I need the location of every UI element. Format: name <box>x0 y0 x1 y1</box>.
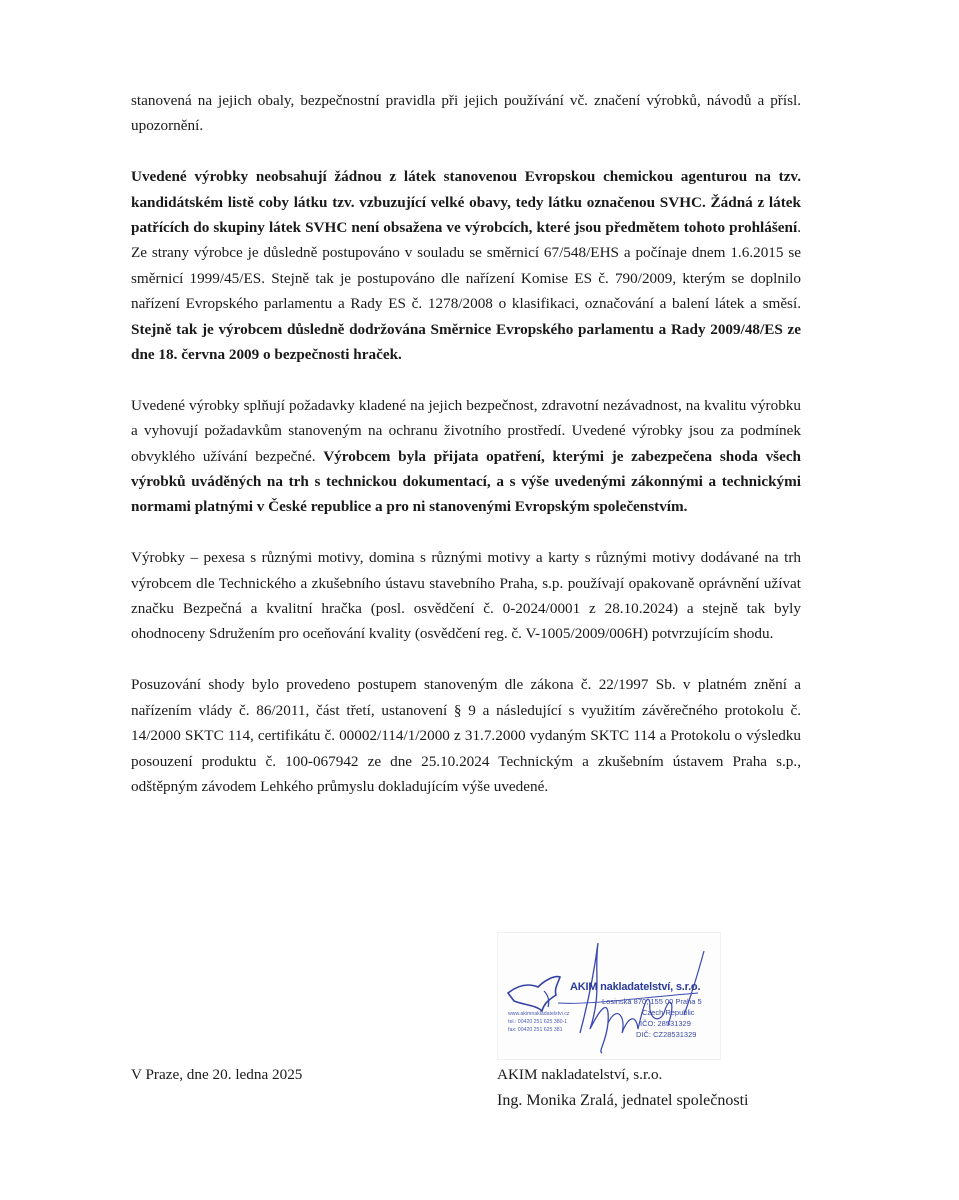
stamp-web: www.akimnakladatelstvi.cz <box>508 1011 570 1017</box>
bold-text-segment: Výrobcem byla přijata opatření, kterými je zabezpečena shoda všech výrobků uváděných na trh s technickou dokumentací, a s výše uvedenými zákonnými a technickými normami platnými v České republice a pro ni stanovenými Evropským společenstvím. <box>131 447 802 516</box>
stamp-dic: DIČ: CZ28531329 <box>636 1030 697 1039</box>
text-segment: stanovená na jejich obaly, bezpečnostní pravidla při jejich používání vč. značení výrobků, návodů a přísl. upozornění. <box>131 92 801 135</box>
signatory-name: Ing. Monika Zralá, jednatel společnosti <box>497 1092 749 1109</box>
text-segment: Uvedené výrobky splňují požadavky kladené na jejich bezpečnost, zdravotní nezávadnost, na kvalitu výrobku a vyhovují požadavkům stanoveným na ochranu životního prostředí. Uvedené výrobky jsou za podmínek obvyklého užívání bezpečné. <box>131 396 801 465</box>
company-stamp-with-signature <box>497 932 721 1060</box>
bold-text-segment: Uvedené výrobky neobsahují žádnou z látek stanovenou Evropskou chemickou agenturou na tzv. kandidátském listě coby látku tzv. vzbuzující velké obavy, tedy látku označenou SVHC. Žádná z látek patřících do skupiny látek SVHC není obsažena ve výrobcích, které jsou předmětem tohoto prohlášení <box>131 168 801 237</box>
paragraph-safety-compliance <box>131 393 801 520</box>
stamp-country: Czech Republic <box>642 1008 695 1017</box>
document-body <box>131 88 801 825</box>
signature-company: AKIM nakladatelství, s.r.o. <box>497 1066 663 1083</box>
paragraph-products-certification <box>131 545 801 647</box>
text-segment: . Ze strany výrobce je důsledně postupováno v souladu se směrnicí 67/548/EHS a počínaje dnem 1.6.2015 se směrnicí 1999/45/ES. Stejně tak je postupováno dle nařízení Komise ES č. 790/2009, kterým se doplnilo nařízení Evropského parlamentu a Rady ES č. 1278/2008 o klasifikaci, označování a balení látek a směsí. <box>131 219 801 313</box>
place-and-date: V Praze, dne 20. ledna 2025 <box>131 1066 303 1083</box>
paragraph-svhc-statement <box>131 164 801 367</box>
stamp-fax: fax: 00420 251 625 381 <box>508 1027 563 1033</box>
stamp-company-name: AKIM nakladatelství, s.r.o. <box>570 981 701 993</box>
stamp-logo-and-signature-icon <box>498 933 720 1059</box>
text-segment: Posuzování shody bylo provedeno postupem stanoveným dle zákona č. 22/1997 Sb. v platném znění a nařízením vlády č. 86/2011, část třetí, ustanovení § 9 a následující s využitím závěrečného protokolu č. 14/2000 SKTC 114, certifikátu č. 00002/114/1/2000 z 31.7.2000 vydaným SKTC 114 a Protokolu o výsledku posouzení produktu č. 100-067942 ze dne 25.10.2024 Technickým a zkušebním ústavem Praha s.p., odštěpným závodem Lehkého průmyslu dokladujícím výše uvedené. <box>131 676 801 795</box>
paragraph-conformity-assessment <box>131 672 801 799</box>
text-segment: Výrobky – pexesa s různými motivy, domina s různými motivy a karty s různými motivy dodávané na trh výrobcem dle Technického a zkušebního ústavu stavebního Praha, s.p. používají opakovaně oprávnění užívat značku Bezpečná a kvalitní hračka (posl. osvědčení č. 0-2024/0001 z 28.10.2024) a stejně tak byly ohodnoceny Sdružením pro oceňování kvality (osvědčení reg. č. V-1005/2009/006H) potvrzujícím shodu. <box>131 549 801 643</box>
stamp-ico: IČO: 28531329 <box>640 1019 691 1028</box>
bold-text-segment: Stejně tak je výrobcem důsledně dodržována Směrnice Evropského parlamentu a Rady 2009/48/ES ze dne 18. června 2009 o bezpečnosti hraček. <box>131 320 801 364</box>
stamp-tel: tel.: 00420 251 625 380-1 <box>508 1019 568 1025</box>
paragraph-packaging-rules <box>131 88 801 139</box>
stamp-address: Losinská 870, 155 00 Praha 5 <box>602 997 702 1006</box>
